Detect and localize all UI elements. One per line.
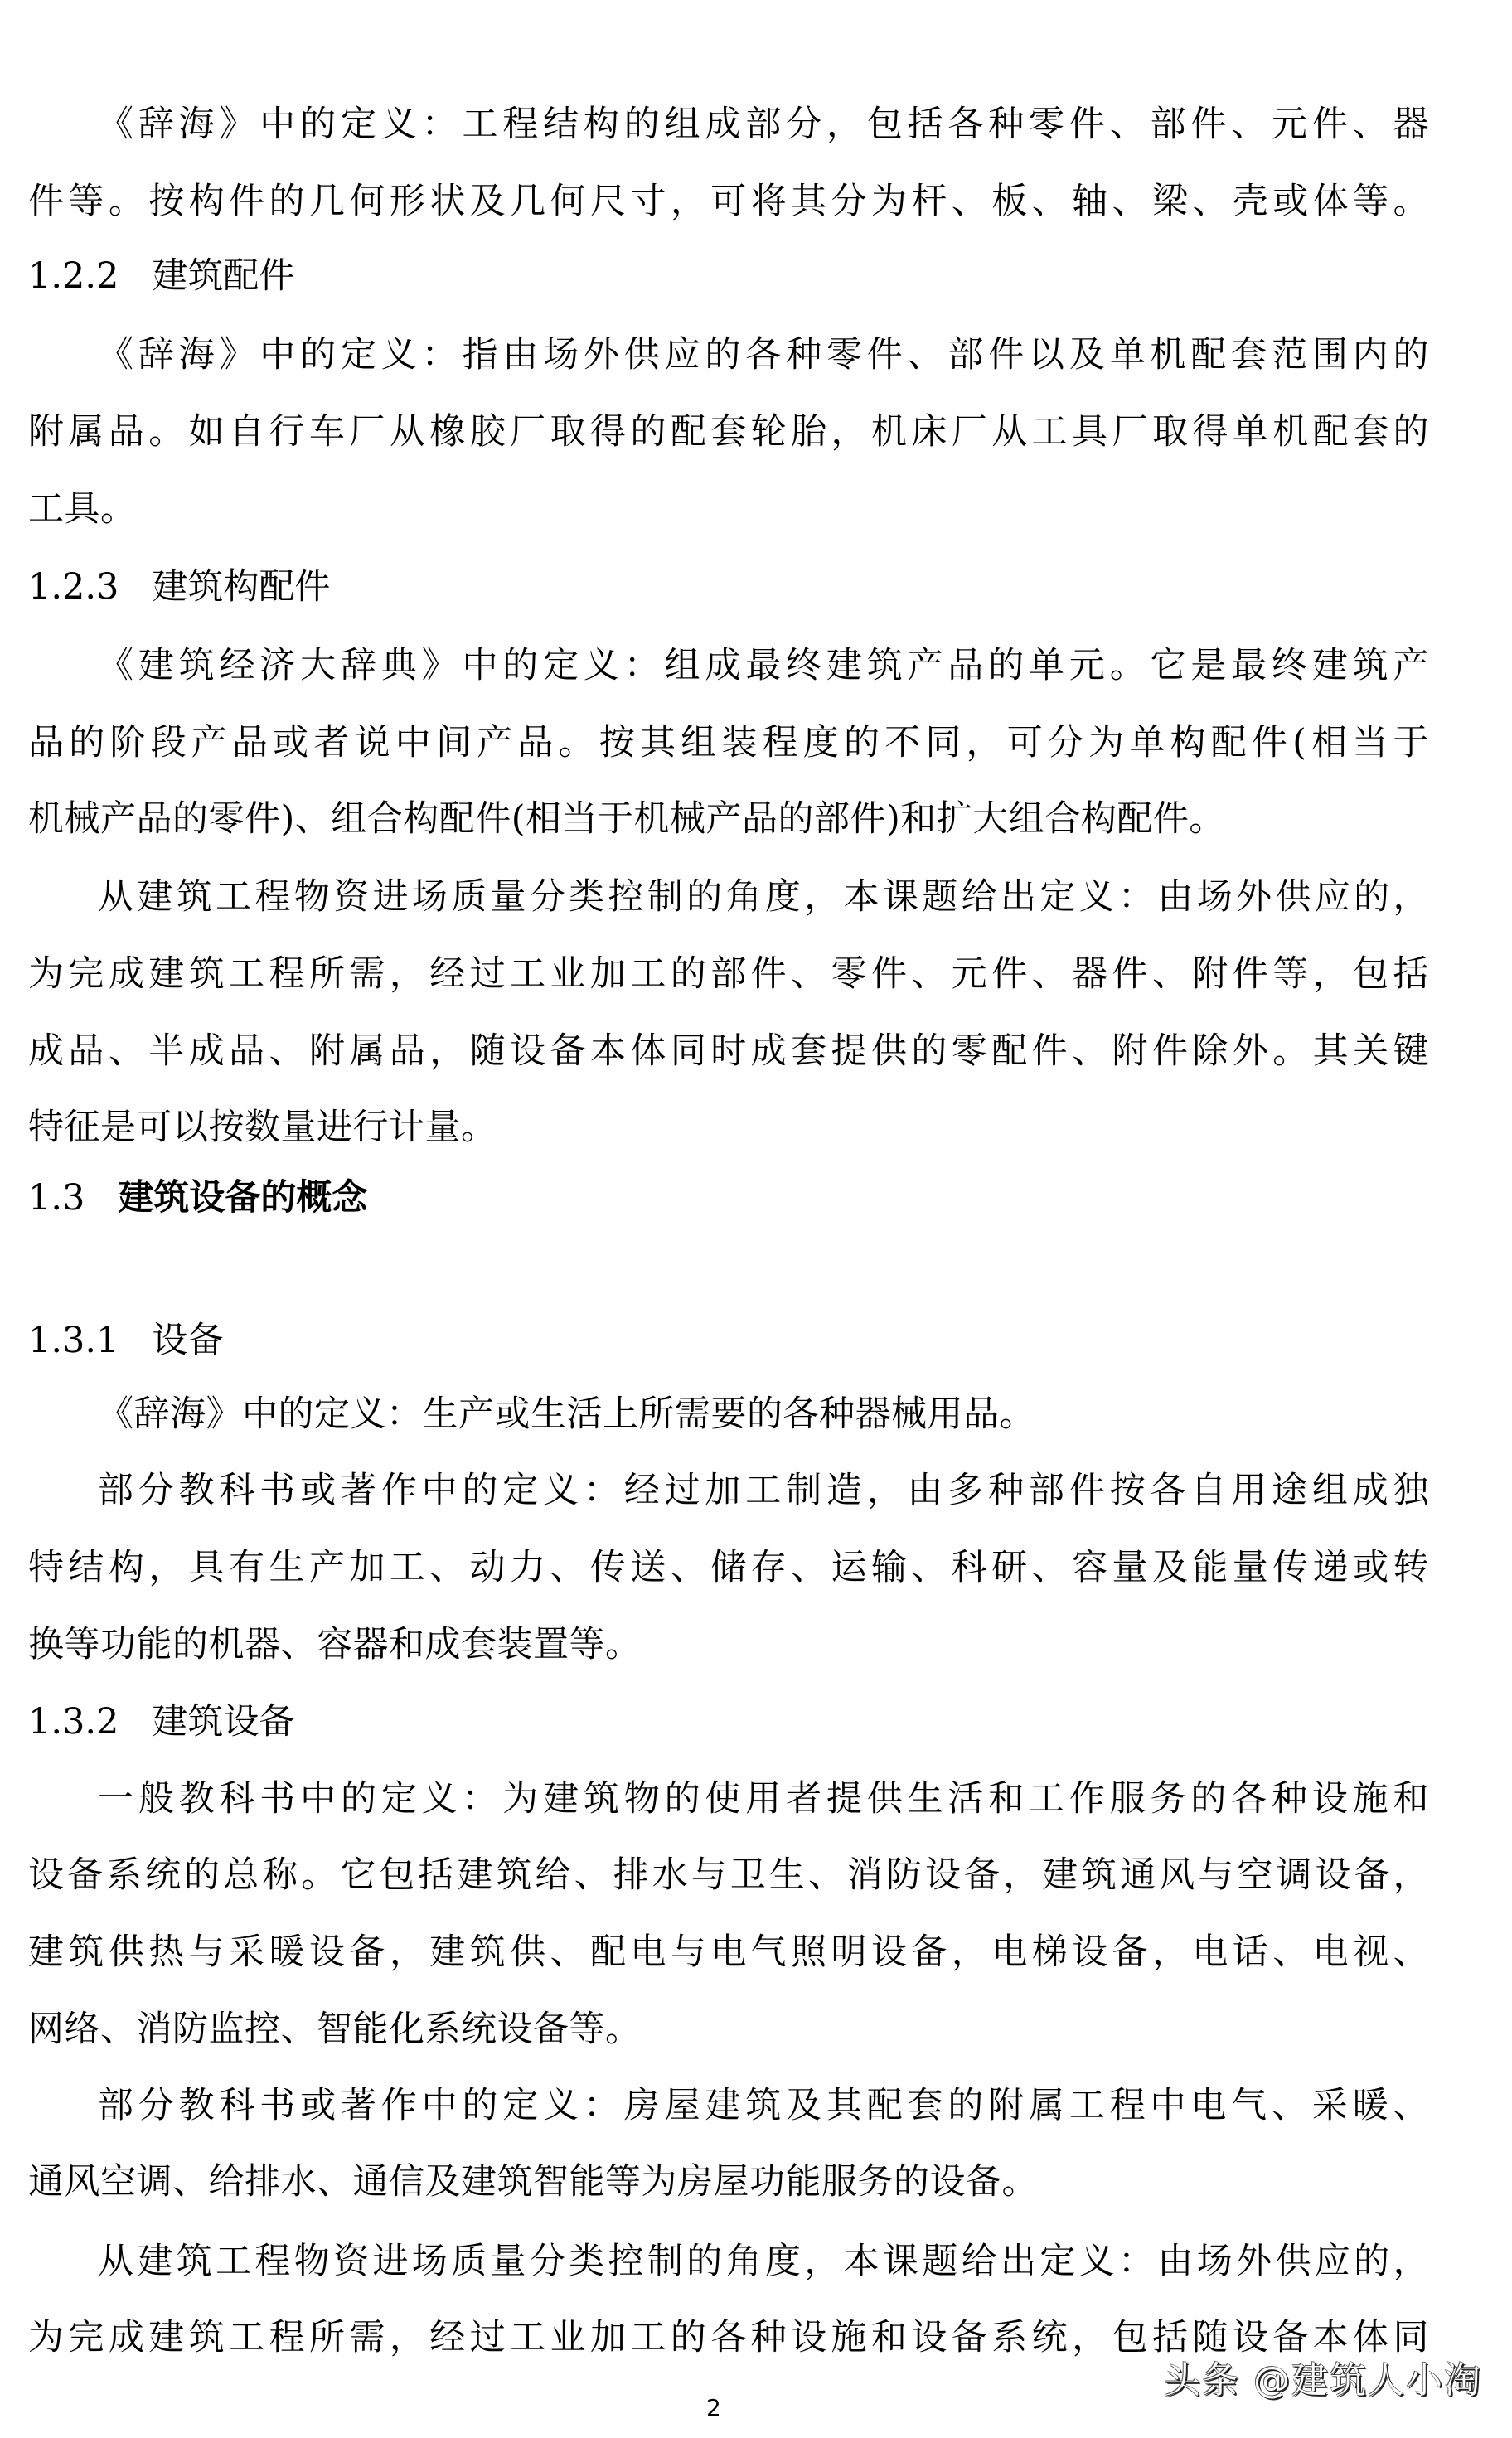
section-title: 建筑配件 bbox=[152, 255, 295, 297]
paragraph-line: 设备系统的总称。它包括建筑给、排水与卫生、消防设备，建筑通风与空调设备， bbox=[28, 1854, 1429, 1896]
paragraph-line: 工具。 bbox=[28, 488, 137, 530]
section-heading-1-3 bbox=[28, 1173, 367, 1223]
paragraph-line: 建筑供热与采暖设备，建筑供、配电与电气照明设备，电梯设备，电话、电视、 bbox=[28, 1931, 1429, 1973]
section-heading-1-3-2 bbox=[28, 1697, 294, 1747]
section-heading-1-2-3 bbox=[28, 562, 330, 612]
paragraph-line: 品的阶段产品或者说中间产品。按其组装程度的不同，可分为单构配件(相当于 bbox=[28, 722, 1429, 763]
section-title: 建筑设备的概念 bbox=[118, 1177, 368, 1219]
section-number: 1.3.2 bbox=[28, 1701, 119, 1742]
paragraph-line: 《辞海》中的定义：生产或生活上所需要的各种器械用品。 bbox=[98, 1393, 1035, 1435]
paragraph-line: 《辞海》中的定义：指由场外供应的各种零件、部件以及单机配套范围内的 bbox=[98, 334, 1429, 376]
paragraph-line: 从建筑工程物资进场质量分类控制的角度，本课题给出定义：由场外供应的， bbox=[98, 2241, 1429, 2282]
section-title: 建筑设备 bbox=[152, 1701, 295, 1742]
paragraph-line: 通风空调、给排水、通信及建筑智能等为房屋功能服务的设备。 bbox=[28, 2161, 1038, 2203]
paragraph-line: 件等。按构件的几何形状及几何尺寸，可将其分为杆、板、轴、梁、壳或体等。 bbox=[28, 181, 1429, 222]
paragraph-line: 换等功能的机器、容器和成套装置等。 bbox=[28, 1624, 642, 1665]
paragraph-line: 为完成建筑工程所需，经过工业加工的各种设施和设备系统，包括随设备本体同 bbox=[28, 2317, 1429, 2358]
section-number: 1.3.1 bbox=[28, 1320, 119, 1361]
paragraph-line: 机械产品的零件)、组合构配件(相当于机械产品的部件)和扩大组合构配件。 bbox=[28, 798, 1225, 840]
watermark: 头条 @建筑人小淘 bbox=[1164, 2359, 1482, 2402]
paragraph-line: 一般教科书中的定义：为建筑物的使用者提供生活和工作服务的各种设施和 bbox=[98, 1778, 1429, 1820]
paragraph-line: 从建筑工程物资进场质量分类控制的角度，本课题给出定义：由场外供应的， bbox=[98, 876, 1429, 918]
section-heading-1-3-1 bbox=[28, 1316, 223, 1365]
paragraph-line: 成品、半成品、附属品，随设备本体同时成套提供的零配件、附件除外。其关键 bbox=[28, 1030, 1429, 1072]
section-heading-1-2-2 bbox=[28, 251, 294, 301]
paragraph-line: 网络、消防监控、智能化系统设备等。 bbox=[28, 2009, 642, 2050]
paragraph-line: 部分教科书或著作中的定义：经过加工制造，由多种部件按各自用途组成独 bbox=[98, 1470, 1429, 1511]
paragraph-line: 特结构，具有生产加工、动力、传送、储存、运输、科研、容量及能量传递或转 bbox=[28, 1547, 1429, 1588]
section-number: 1.3 bbox=[28, 1177, 85, 1219]
section-number: 1.2.3 bbox=[28, 566, 119, 608]
paragraph-line: 特征是可以按数量进行计量。 bbox=[28, 1107, 497, 1148]
paragraph-line: 为完成建筑工程所需，经过工业加工的部件、零件、元件、器件、附件等，包括 bbox=[28, 953, 1429, 995]
section-title: 建筑构配件 bbox=[152, 566, 331, 608]
paragraph-line: 附属品。如自行车厂从橡胶厂取得的配套轮胎，机床厂从工具厂取得单机配套的 bbox=[28, 411, 1429, 453]
page-number: 2 bbox=[706, 2394, 721, 2421]
section-title: 设备 bbox=[152, 1320, 224, 1361]
paragraph-line: 《辞海》中的定义：工程结构的组成部分，包括各种零件、部件、元件、器 bbox=[98, 104, 1429, 145]
section-number: 1.2.2 bbox=[28, 255, 119, 297]
paragraph-line: 部分教科书或著作中的定义：房屋建筑及其配套的附属工程中电气、采暖、 bbox=[98, 2085, 1429, 2126]
paragraph-line: 《建筑经济大辞典》中的定义：组成最终建筑产品的单元。它是最终建筑产 bbox=[98, 645, 1429, 686]
